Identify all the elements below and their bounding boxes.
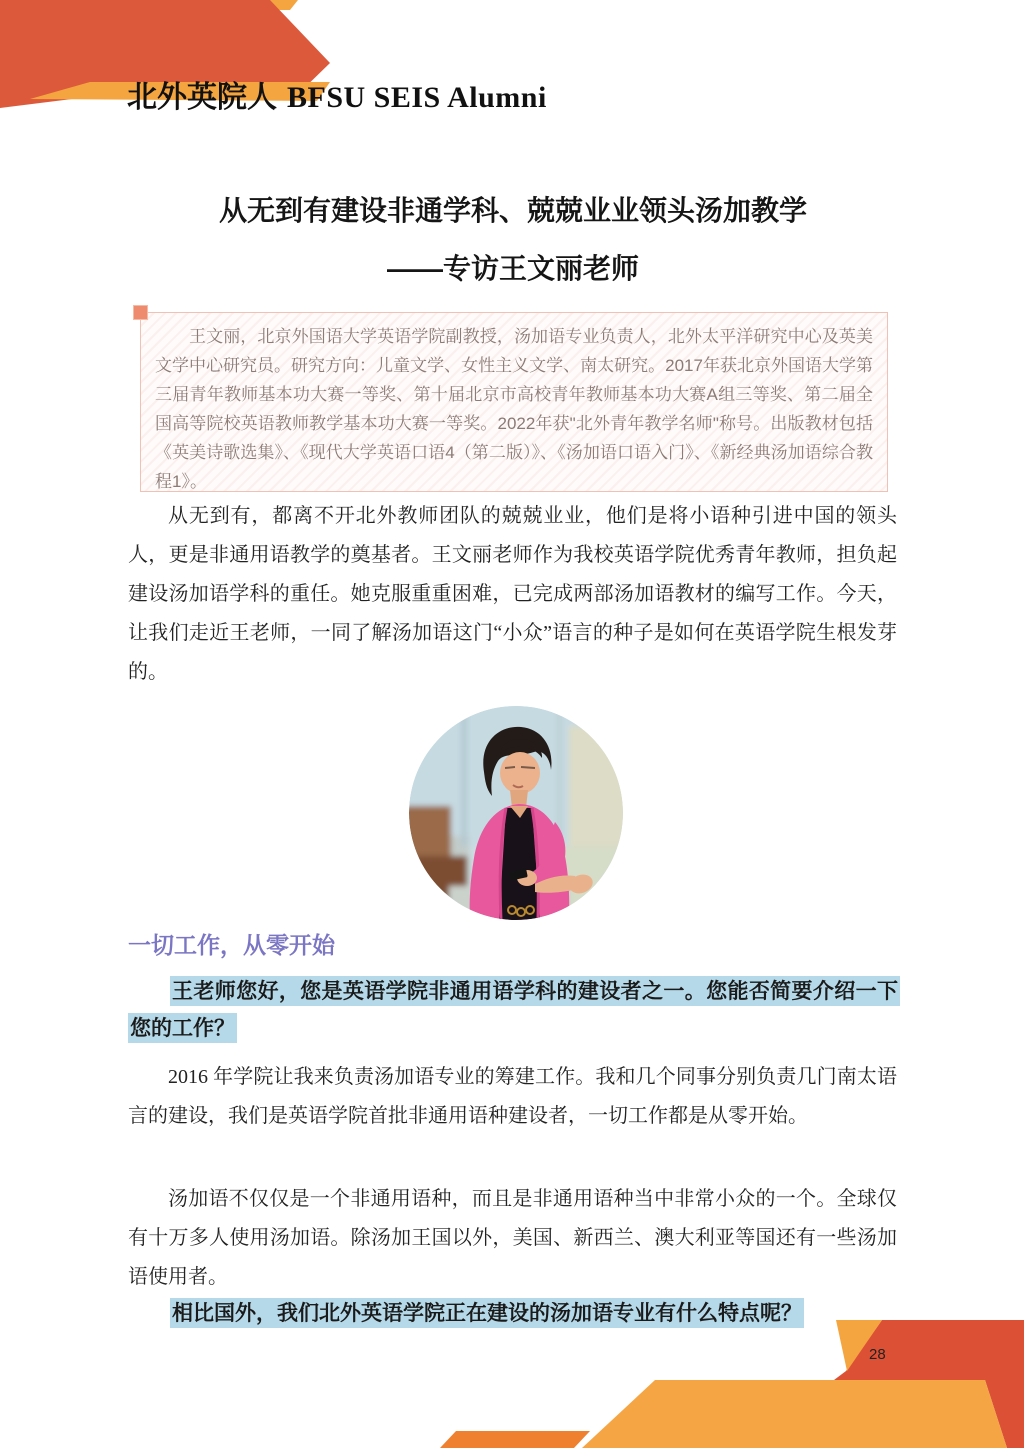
masthead — [127, 81, 547, 115]
article-title: 从无到有建设非通学科、兢兢业业领头汤加教学 — [218, 195, 807, 226]
answer-paragraph-1: 2016 年学院让我来负责汤加语专业的筹建工作。我和几个同事分别负责几门南太语言的建设，我们是英语学院首批非通用语种建设者，一切工作都是从零开始。 — [128, 1066, 897, 1127]
interview-question-1 — [128, 973, 900, 1047]
bio-box — [140, 312, 888, 492]
interview-question-2 — [128, 1295, 900, 1332]
masthead-brand-cn: 北外英院人 — [127, 81, 277, 114]
section-heading: 一切工作，从零开始 — [128, 932, 335, 958]
title-block — [128, 194, 898, 286]
masthead-brand-en: BFSU SEIS Alumni — [287, 81, 547, 114]
question-1-highlight: 王老师您好，您是英语学院非通用语学科的建设者之一。您能否简要介绍一下您的工作？ — [128, 976, 900, 1043]
page-number: 28 — [869, 1346, 886, 1363]
teacher-photo-illustration — [409, 706, 623, 920]
bio-box-corner-square — [133, 305, 148, 320]
question-2-highlight: 相比国外，我们北外英语学院正在建设的汤加语专业有什么特点呢？ — [170, 1298, 804, 1328]
answer-paragraph-2: 汤加语不仅仅是一个非通用语种，而且是非通用语种当中非常小众的一个。全球仅有十万多人使用汤加语。除汤加王国以外，美国、新西兰、澳大利亚等国还有一些汤加语使用者。 — [128, 1188, 897, 1288]
intro-paragraph: 从无到有，都离不开北外教师团队的兢兢业业，他们是将小语种引进中国的领头人，更是非通用语教学的奠基者。王文丽老师作为我校英语学院优秀青年教师，担负起建设汤加语学科的重任。她克服重重困难，已完成两部汤加语教材的编写工作。今天，让我们走近王老师，一同了解汤加语这门“小众”语言的种子是如何在英语学院生根发芽的。 — [128, 505, 897, 683]
bio-text: 王文丽，北京外国语大学英语学院副教授，汤加语专业负责人，北外太平洋研究中心及英美文学中心研究员。研究方向：儿童文学、女性主义文学、南太研究。2017年获北京外国语大学第三届青年教师基本功大赛一等奖、第十届北京市高校青年教师基本功大赛A组三等奖、第二届全国高等院校英语教师教学基本功大赛一等奖。2022年获"北外青年教学名师"称号。出版教材包括《英美诗歌选集》、《现代大学英语口语4（第二版）》、《汤加语口语入门》、《新经典汤加语综合教程1》。 — [155, 327, 873, 491]
article-subtitle: ——专访王文丽老师 — [386, 253, 639, 284]
teacher-photo — [409, 706, 623, 920]
